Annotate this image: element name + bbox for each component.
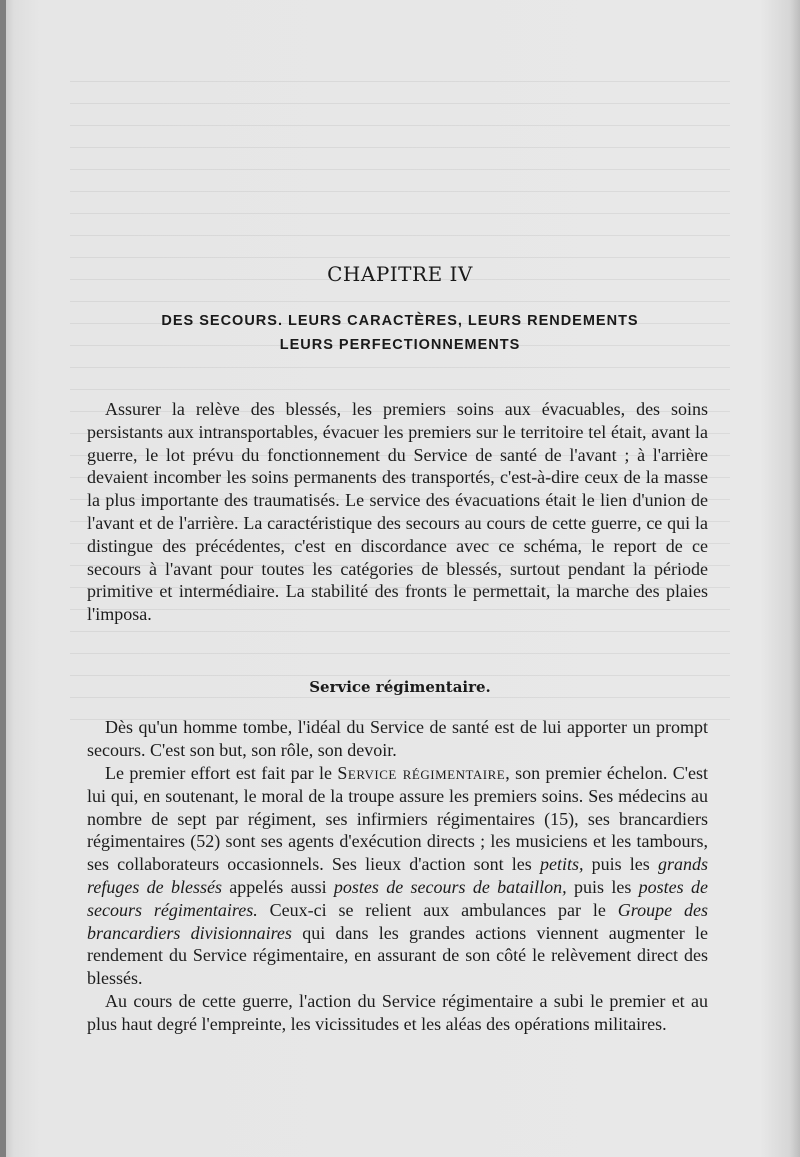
section-title: Service régimentaire. [309,678,491,696]
paragraph-text: qui dans les grandes actions viennent augmenter le rendement du Service régimentaire, en assurant de son côté le relèvement direct des blessés. [87,922,708,989]
paragraph-text: puis les [583,854,658,875]
small-caps-term: Service régimentaire [337,763,506,783]
chapter-heading: CHAPITRE IV [327,262,473,286]
chapter-subtitle-line-1: DES SECOURS. LEURS CARACTÈRES, LEURS RENDEMENTS [161,313,639,329]
italic-term: Groupe des brancardiers divisionnaires [87,899,708,943]
italic-term: grands refuges de blessés [87,854,708,897]
chapter-subtitle-line-2: LEURS PERFECTIONNEMENTS [279,337,521,353]
section-paragraph-3: Au cours de cette guerre, l'action du Service régimentaire a subi le premier et au plus haut degré l'empreinte, les vicissitudes et les aléas des opérations militaires. [87,991,708,1034]
italic-term: petits, [539,854,584,875]
paragraph-text: appelés aussi [221,876,334,897]
intro-paragraph: Assurer la relève des blessés, les premiers soins aux évacuables, des soins persistants aux intransportables, évacuer les premiers sur le territoire tel était, avant la guerre, le lot prévu du fonctionnement du Service de santé de l'avant ; à l'arrière devaient incomber les soins permanents des transportés, c'est-à-dire ceux de la masse la plus importante des traumatisés. Le service des évacuations était le lien d'union de l'avant et de l'arrière. La caractéristique des secours au cours de cette guerre, ce qui la distingue des précédentes, c'est en discordance avec ce schéma, le report de ce secours à l'avant pour toutes les catégories de blessés, surtout pendant la période primitive et intermédiaire. La stabilité des fronts le permettait, la marche des plaies l'imposa. [87,399,708,625]
italic-term: postes de secours de bataillon, [333,876,567,897]
paragraph-text: , son premier échelon. C'est lui qui, en soutenant, le moral de la troupe assure les premiers soins. Ses médecins au nombre de sept par régiment, ses infirmiers régimentaires (15), ses brancardiers régimentaires (52) sont ses agents d'exécution directs ; les musiciens et les tambours, ses collaborateurs occasionnels. Ses lieux d'action sont les [87,763,709,875]
italic-term: postes de secours régimentaires. [87,876,708,920]
section-paragraph-1: Dès qu'un homme tombe, l'idéal du Service de santé est de lui apporter un prompt secours. C'est son but, son rôle, son devoir. [87,717,708,760]
paragraph-text: Le premier effort est fait par le [105,763,338,783]
paragraph-text: Ceux-ci se relient aux ambulances par le [257,899,618,920]
paragraph-text: puis les [566,876,639,897]
section-paragraph-2 [87,762,708,990]
page-binding-edge [0,0,6,1157]
